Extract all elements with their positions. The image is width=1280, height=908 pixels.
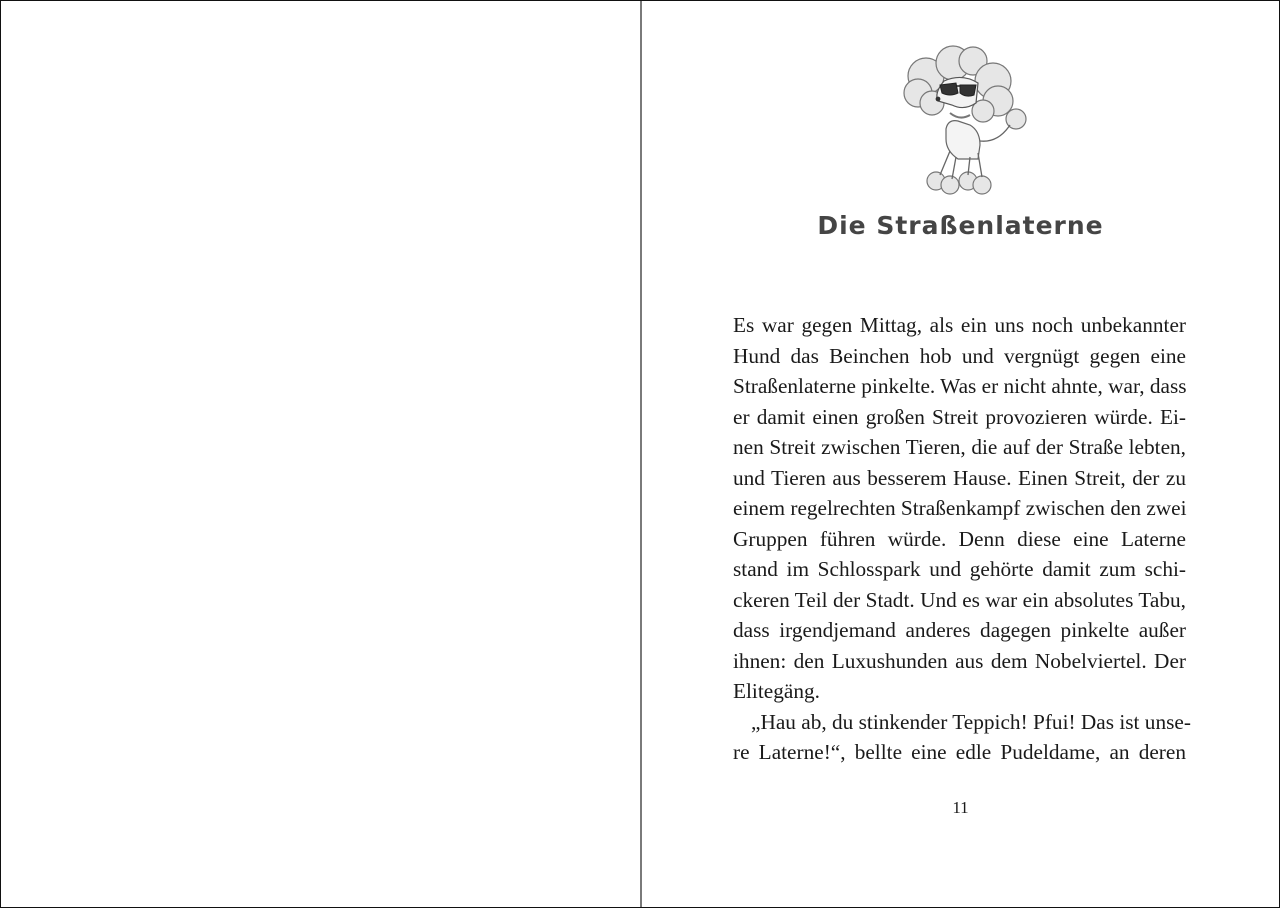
left-page-blank bbox=[1, 1, 640, 907]
right-page bbox=[642, 1, 1279, 907]
text-line: nen Streit zwischen Tieren, die auf der Straße lebten, bbox=[733, 435, 1186, 459]
text-line: er damit einen großen Streit provozieren würde. Ei- bbox=[733, 404, 1186, 429]
text-line: stand im Schlosspark und gehörte damit zum schi- bbox=[733, 557, 1186, 581]
text-line: ckeren Teil der Stadt. Und es war ein absolutes Tabu, bbox=[733, 587, 1186, 612]
text-line: Elitegäng. bbox=[733, 679, 820, 703]
text-line: „Hau ab, du stinkender Teppich! Pfui! Das ist unse- bbox=[751, 709, 1191, 734]
text-line: dass irgendjemand anderes dagegen pinkelte außer bbox=[733, 618, 1186, 642]
text-line: ihnen: den Luxushunden aus dem Nobelviertel. Der bbox=[733, 648, 1186, 673]
chapter-body-text bbox=[733, 310, 1191, 768]
text-line: re Laterne!“, bellte eine edle Pudeldame, an deren bbox=[733, 740, 1186, 764]
text-line: Gruppen führen würde. Denn diese eine Laterne bbox=[733, 526, 1186, 551]
text-line: Hund das Beinchen hob und vergnügt gegen eine bbox=[733, 343, 1186, 368]
chapter-title: Die Straßenlaterne bbox=[817, 211, 1104, 240]
text-line: Es war gegen Mittag, als ein uns noch unbekannter bbox=[733, 313, 1186, 337]
text-line: und Tieren aus besserem Hause. Einen Streit, der zu bbox=[733, 465, 1186, 490]
text-line: Straßenlaterne pinkelte. Was er nicht ahnte, war, dass bbox=[733, 374, 1187, 398]
page-number: 11 bbox=[952, 798, 969, 817]
poodle-illustration-icon bbox=[898, 41, 1028, 199]
text-line: einem regelrechten Straßenkampf zwischen den zwei bbox=[733, 496, 1187, 520]
